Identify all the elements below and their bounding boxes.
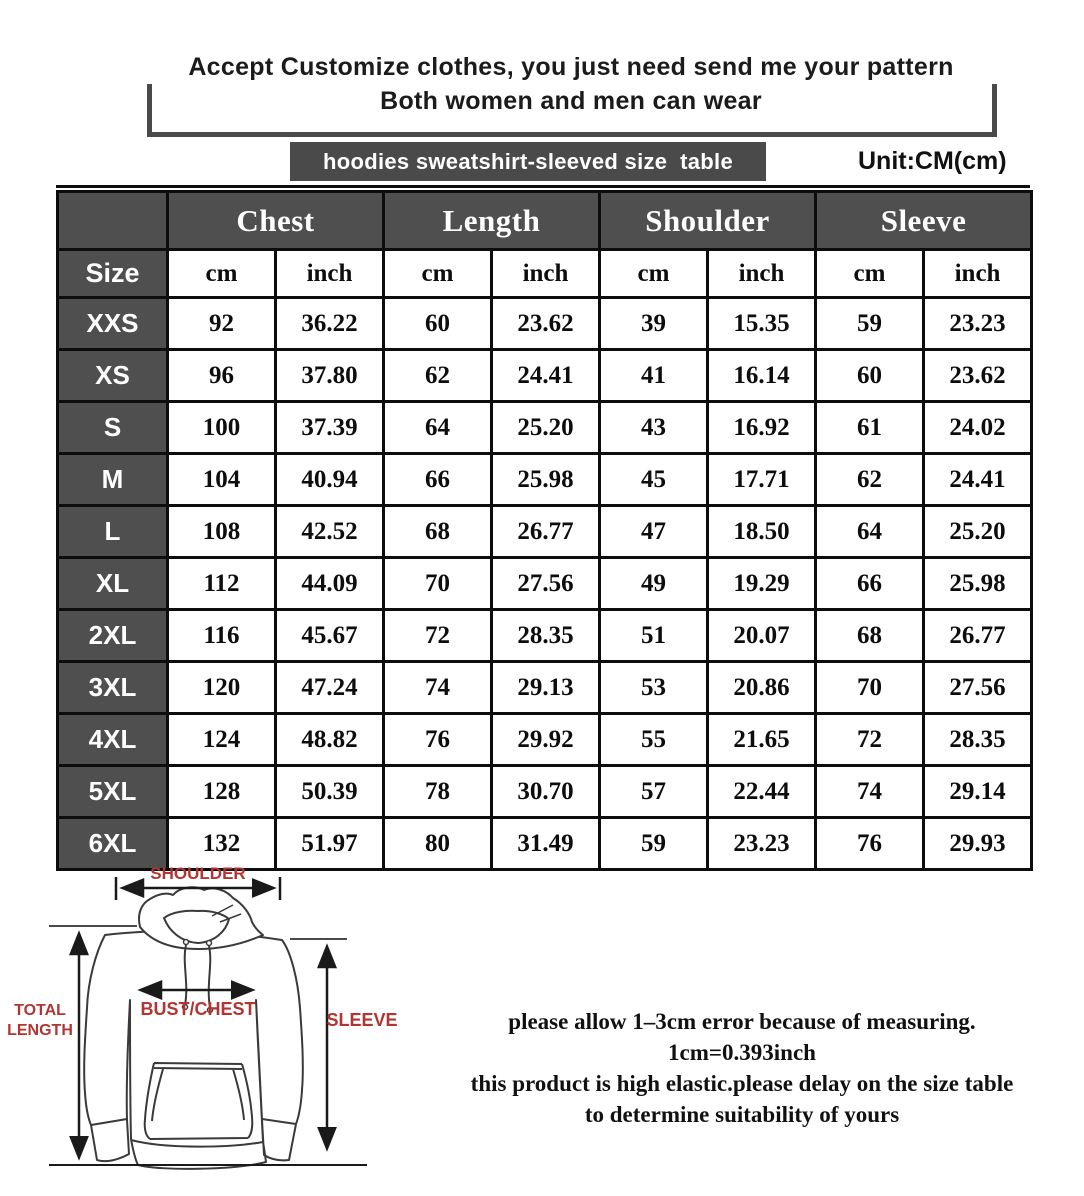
value-cell: 50.39 bbox=[276, 766, 384, 818]
size-column-header: Size bbox=[58, 250, 168, 298]
value-cell: 29.93 bbox=[924, 818, 1032, 870]
title-line-2: Both women and men can wear bbox=[380, 87, 762, 115]
group-header-row bbox=[58, 192, 1032, 250]
size-label-cell: 2XL bbox=[58, 610, 168, 662]
size-label-cell: M bbox=[58, 454, 168, 506]
value-cell: 26.77 bbox=[492, 506, 600, 558]
value-cell: 28.35 bbox=[492, 610, 600, 662]
table-row bbox=[58, 610, 1032, 662]
size-label-cell: 3XL bbox=[58, 662, 168, 714]
value-cell: 47 bbox=[600, 506, 708, 558]
size-label-cell: XS bbox=[58, 350, 168, 402]
value-cell: 23.23 bbox=[924, 298, 1032, 350]
size-table-body bbox=[58, 298, 1032, 870]
value-cell: 31.49 bbox=[492, 818, 600, 870]
value-cell: 108 bbox=[168, 506, 276, 558]
value-cell: 43 bbox=[600, 402, 708, 454]
value-cell: 26.77 bbox=[924, 610, 1032, 662]
table-subtitle-bar: hoodies sweatshirt-sleeved size table bbox=[290, 142, 766, 181]
value-cell: 76 bbox=[816, 818, 924, 870]
value-cell: 92 bbox=[168, 298, 276, 350]
value-cell: 25.98 bbox=[924, 558, 1032, 610]
value-cell: 29.14 bbox=[924, 766, 1032, 818]
table-row bbox=[58, 454, 1032, 506]
size-label-cell: 6XL bbox=[58, 818, 168, 870]
value-cell: 22.44 bbox=[708, 766, 816, 818]
size-label-cell: 4XL bbox=[58, 714, 168, 766]
value-cell: 27.56 bbox=[924, 662, 1032, 714]
value-cell: 47.24 bbox=[276, 662, 384, 714]
value-cell: 72 bbox=[816, 714, 924, 766]
value-cell: 64 bbox=[816, 506, 924, 558]
size-label-cell: S bbox=[58, 402, 168, 454]
column-group-header: Sleeve bbox=[816, 192, 1032, 250]
value-cell: 70 bbox=[384, 558, 492, 610]
table-row bbox=[58, 558, 1032, 610]
value-cell: 68 bbox=[816, 610, 924, 662]
value-cell: 24.02 bbox=[924, 402, 1032, 454]
value-cell: 37.39 bbox=[276, 402, 384, 454]
note-line-2: 1cm=0.393inch bbox=[668, 1040, 816, 1065]
size-table bbox=[56, 190, 1033, 871]
value-cell: 72 bbox=[384, 610, 492, 662]
total-length-label-line2: LENGTH bbox=[7, 1022, 73, 1039]
value-cell: 51.97 bbox=[276, 818, 384, 870]
value-cell: 42.52 bbox=[276, 506, 384, 558]
note-line-3: this product is high elastic.please delay on the size table bbox=[470, 1071, 1014, 1096]
value-cell: 23.62 bbox=[492, 298, 600, 350]
note-line-1: please allow 1–3cm error because of measuring. bbox=[508, 1009, 976, 1034]
corner-cell bbox=[58, 192, 168, 250]
value-cell: 60 bbox=[816, 350, 924, 402]
value-cell: 66 bbox=[384, 454, 492, 506]
value-cell: 128 bbox=[168, 766, 276, 818]
table-row bbox=[58, 350, 1032, 402]
value-cell: 59 bbox=[600, 818, 708, 870]
value-cell: 104 bbox=[168, 454, 276, 506]
note-line-4: to determine suitability of yours bbox=[584, 1102, 900, 1127]
table-row bbox=[58, 714, 1032, 766]
value-cell: 17.71 bbox=[708, 454, 816, 506]
value-cell: 78 bbox=[384, 766, 492, 818]
table-row bbox=[58, 402, 1032, 454]
size-label-cell: XL bbox=[58, 558, 168, 610]
table-top-rule bbox=[56, 185, 1030, 188]
hoodie-body-outline bbox=[84, 931, 303, 1169]
sub-header-cell: cm bbox=[600, 250, 708, 298]
page-title bbox=[115, 50, 1027, 118]
value-cell: 39 bbox=[600, 298, 708, 350]
value-cell: 16.92 bbox=[708, 402, 816, 454]
table-row bbox=[58, 662, 1032, 714]
table-row bbox=[58, 298, 1032, 350]
value-cell: 25.98 bbox=[492, 454, 600, 506]
title-line-1: Accept Customize clothes, you just need send me your pattern bbox=[188, 53, 954, 81]
value-cell: 21.65 bbox=[708, 714, 816, 766]
value-cell: 24.41 bbox=[492, 350, 600, 402]
value-cell: 19.29 bbox=[708, 558, 816, 610]
sub-header-cell: inch bbox=[492, 250, 600, 298]
value-cell: 64 bbox=[384, 402, 492, 454]
sub-header-cell: inch bbox=[708, 250, 816, 298]
sub-header-row bbox=[58, 250, 1032, 298]
value-cell: 132 bbox=[168, 818, 276, 870]
value-cell: 30.70 bbox=[492, 766, 600, 818]
value-cell: 53 bbox=[600, 662, 708, 714]
value-cell: 45 bbox=[600, 454, 708, 506]
value-cell: 66 bbox=[816, 558, 924, 610]
value-cell: 74 bbox=[816, 766, 924, 818]
sub-header-cell: cm bbox=[384, 250, 492, 298]
value-cell: 100 bbox=[168, 402, 276, 454]
value-cell: 23.23 bbox=[708, 818, 816, 870]
drawstring-eyelet-right bbox=[207, 941, 212, 946]
value-cell: 20.07 bbox=[708, 610, 816, 662]
size-label-cell: L bbox=[58, 506, 168, 558]
value-cell: 25.20 bbox=[924, 506, 1032, 558]
value-cell: 57 bbox=[600, 766, 708, 818]
value-cell: 62 bbox=[384, 350, 492, 402]
value-cell: 28.35 bbox=[924, 714, 1032, 766]
sub-header-cell: cm bbox=[168, 250, 276, 298]
value-cell: 16.14 bbox=[708, 350, 816, 402]
sleeve-label: SLEEVE bbox=[326, 1010, 398, 1030]
value-cell: 20.86 bbox=[708, 662, 816, 714]
sub-header-cell: inch bbox=[924, 250, 1032, 298]
value-cell: 124 bbox=[168, 714, 276, 766]
measuring-notes bbox=[400, 1006, 1084, 1130]
total-length-label-line1: TOTAL bbox=[14, 1002, 66, 1019]
value-cell: 120 bbox=[168, 662, 276, 714]
size-label-cell: 5XL bbox=[58, 766, 168, 818]
value-cell: 25.20 bbox=[492, 402, 600, 454]
unit-label: Unit:CM(cm) bbox=[858, 147, 1007, 175]
shoulder-label: SHOULDER bbox=[150, 864, 246, 883]
value-cell: 48.82 bbox=[276, 714, 384, 766]
sub-header-cell: cm bbox=[816, 250, 924, 298]
value-cell: 61 bbox=[816, 402, 924, 454]
value-cell: 80 bbox=[384, 818, 492, 870]
value-cell: 51 bbox=[600, 610, 708, 662]
value-cell: 29.13 bbox=[492, 662, 600, 714]
value-cell: 41 bbox=[600, 350, 708, 402]
value-cell: 70 bbox=[816, 662, 924, 714]
column-group-header: Shoulder bbox=[600, 192, 816, 250]
value-cell: 74 bbox=[384, 662, 492, 714]
drawstring-eyelet-left bbox=[184, 940, 189, 945]
value-cell: 49 bbox=[600, 558, 708, 610]
value-cell: 36.22 bbox=[276, 298, 384, 350]
table-row bbox=[58, 506, 1032, 558]
value-cell: 29.92 bbox=[492, 714, 600, 766]
value-cell: 44.09 bbox=[276, 558, 384, 610]
value-cell: 62 bbox=[816, 454, 924, 506]
value-cell: 112 bbox=[168, 558, 276, 610]
value-cell: 18.50 bbox=[708, 506, 816, 558]
value-cell: 24.41 bbox=[924, 454, 1032, 506]
value-cell: 23.62 bbox=[924, 350, 1032, 402]
value-cell: 76 bbox=[384, 714, 492, 766]
value-cell: 37.80 bbox=[276, 350, 384, 402]
value-cell: 96 bbox=[168, 350, 276, 402]
value-cell: 59 bbox=[816, 298, 924, 350]
value-cell: 40.94 bbox=[276, 454, 384, 506]
value-cell: 60 bbox=[384, 298, 492, 350]
column-group-header: Length bbox=[384, 192, 600, 250]
value-cell: 45.67 bbox=[276, 610, 384, 662]
bust-chest-label: BUST/CHEST bbox=[140, 999, 256, 1019]
hoodie-measurement-diagram bbox=[0, 858, 440, 1196]
sub-header-cell: inch bbox=[276, 250, 384, 298]
value-cell: 68 bbox=[384, 506, 492, 558]
value-cell: 15.35 bbox=[708, 298, 816, 350]
value-cell: 55 bbox=[600, 714, 708, 766]
size-label-cell: XXS bbox=[58, 298, 168, 350]
column-group-header: Chest bbox=[168, 192, 384, 250]
value-cell: 116 bbox=[168, 610, 276, 662]
table-row bbox=[58, 766, 1032, 818]
value-cell: 27.56 bbox=[492, 558, 600, 610]
